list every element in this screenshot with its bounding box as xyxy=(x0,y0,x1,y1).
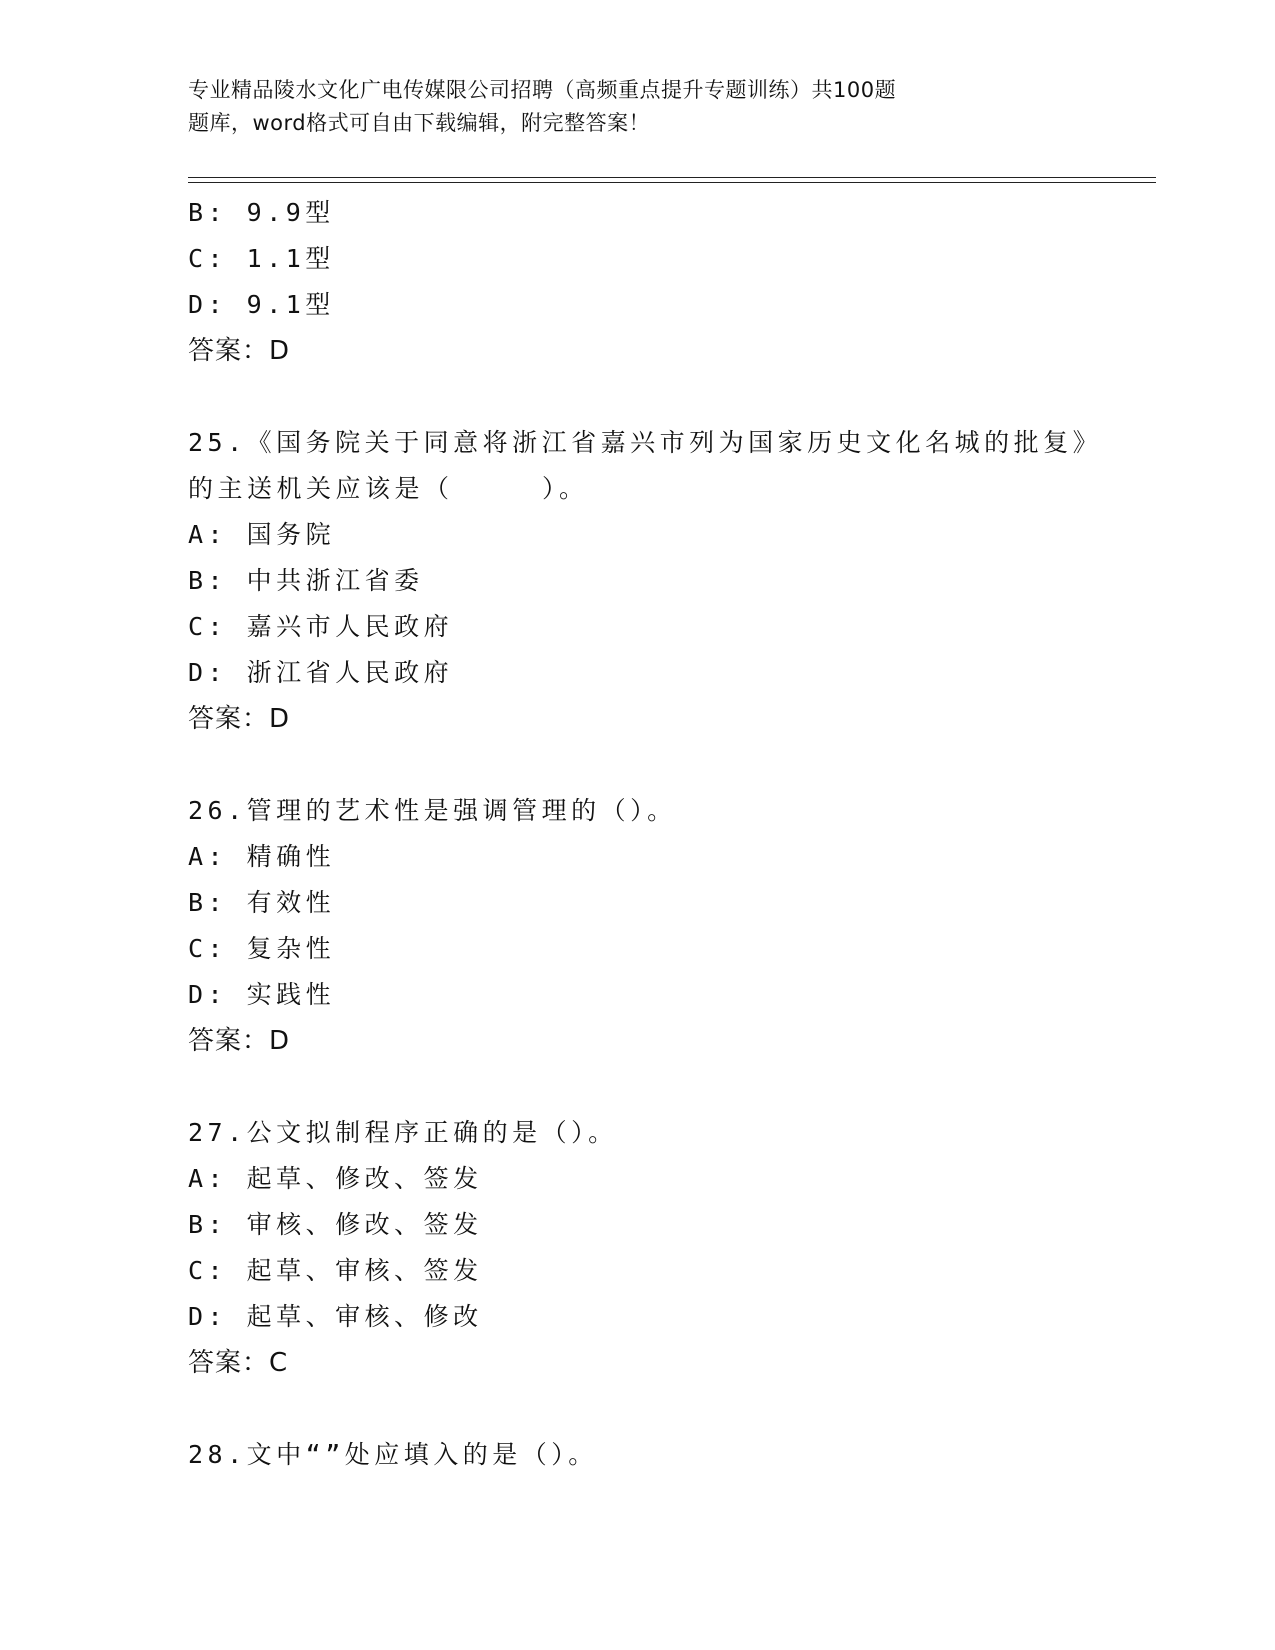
option-d: D: 实践性 xyxy=(188,980,336,1009)
option-c: C: 复杂性 xyxy=(188,934,336,963)
option-d: D: 起草、审核、修改 xyxy=(188,1302,483,1331)
option-a: A: 精确性 xyxy=(188,842,336,871)
answer-line: 答案：D xyxy=(188,704,291,734)
question-24-remainder xyxy=(188,190,1156,374)
question-stem-continued: 的主送机关应该是（ ）。 xyxy=(188,474,589,503)
answer-line: 答案：D xyxy=(188,336,291,366)
question-stem: 28.文中“”处应填入的是（）。 xyxy=(188,1440,598,1469)
question-26 xyxy=(188,788,1156,1064)
question-list xyxy=(188,190,1156,1478)
header-title-line-2: 题库，word格式可自由下载编辑，附完整答案！ xyxy=(188,111,651,135)
option-d: D: 浙江省人民政府 xyxy=(188,658,454,687)
header-title-line-1: 专业精品陵水文化广电传媒限公司招聘（高频重点提升专题训练）共100题 xyxy=(188,78,897,102)
spacer xyxy=(188,374,1156,420)
header-divider-top xyxy=(188,177,1156,178)
spacer xyxy=(188,1064,1156,1110)
option-d: D: 9.1型 xyxy=(188,290,335,319)
document-header xyxy=(188,74,1048,140)
option-b: B: 审核、修改、签发 xyxy=(188,1210,483,1239)
option-a: A: 起草、修改、签发 xyxy=(188,1164,483,1193)
spacer xyxy=(188,742,1156,788)
question-stem: 25.《国务院关于同意将浙江省嘉兴市列为国家历史文化名城的批复》 xyxy=(188,428,1103,457)
answer-line: 答案：C xyxy=(188,1348,289,1378)
question-stem: 27.公文拟制程序正确的是（）。 xyxy=(188,1118,618,1147)
header-divider-bottom xyxy=(188,182,1156,183)
option-b: B: 中共浙江省委 xyxy=(188,566,424,595)
option-b: B: 9.9型 xyxy=(188,198,335,227)
option-c: C: 起草、审核、签发 xyxy=(188,1256,483,1285)
question-28 xyxy=(188,1432,1156,1478)
option-a: A: 国务院 xyxy=(188,520,336,549)
spacer xyxy=(188,1386,1156,1432)
question-25 xyxy=(188,420,1156,742)
question-27 xyxy=(188,1110,1156,1386)
question-stem: 26.管理的艺术性是强调管理的（）。 xyxy=(188,796,677,825)
answer-line: 答案：D xyxy=(188,1026,291,1056)
option-b: B: 有效性 xyxy=(188,888,336,917)
option-c: C: 1.1型 xyxy=(188,244,335,273)
option-c: C: 嘉兴市人民政府 xyxy=(188,612,454,641)
